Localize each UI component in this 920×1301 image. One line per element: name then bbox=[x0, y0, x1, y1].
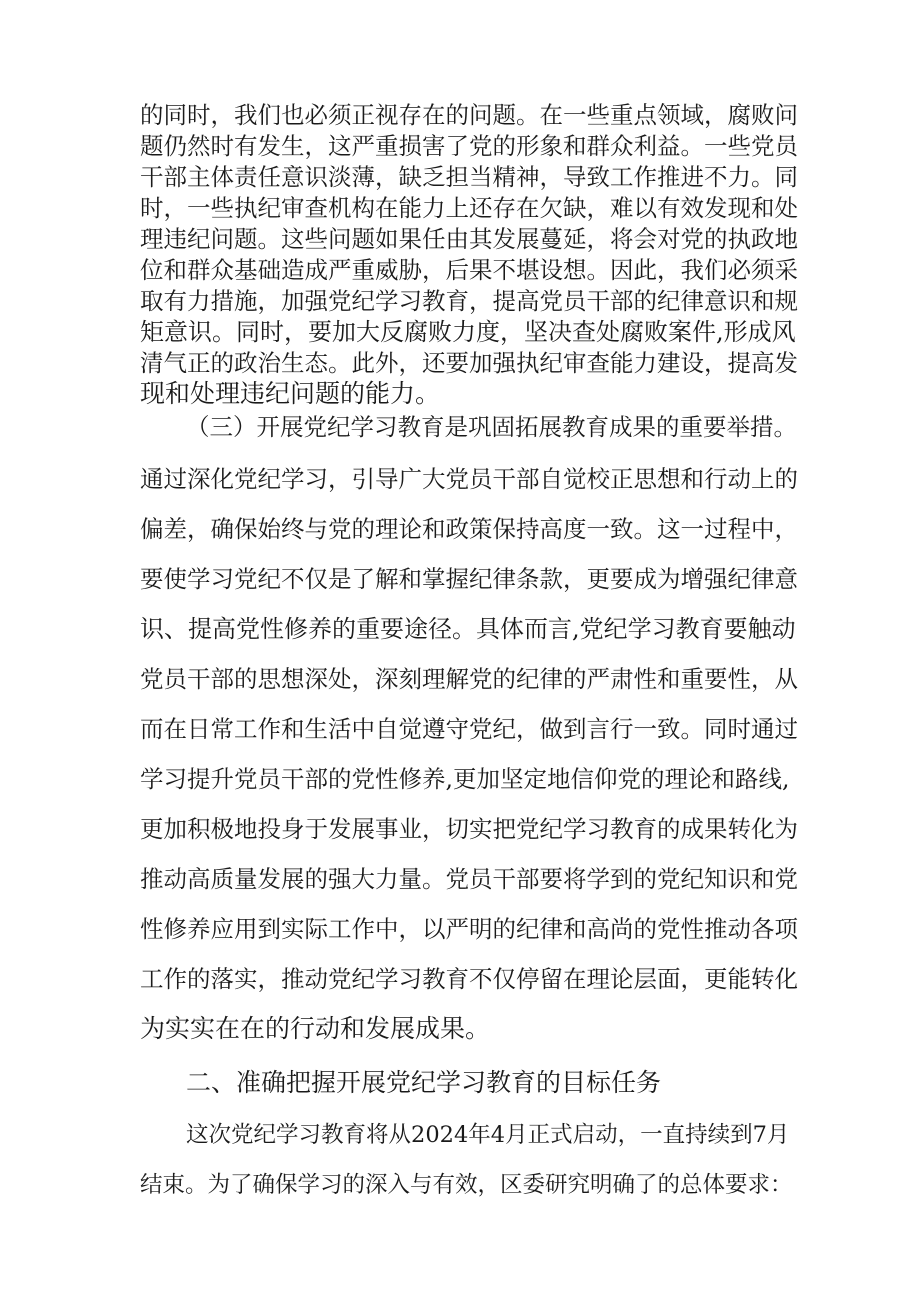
text-line: 党员干部的思想深处，深刻理解党的纪律的严肃性和重要性，从 bbox=[140, 665, 798, 693]
text-line: 位和群众基础造成严重威胁，后果不堪设想。因此，我们必须采 bbox=[140, 256, 798, 284]
text-line: 推动高质量发展的强大力量。党员干部要将学到的党纪知识和党 bbox=[140, 865, 798, 893]
text-line: 这次党纪学习教育将从2024年4月正式启动，一直持续到7月 bbox=[186, 1122, 790, 1148]
text-line: 学习提升党员干部的党性修养,更加坚定地信仰党的理论和路线, bbox=[140, 765, 790, 793]
text-line: 结束。为了确保学习的深入与有效，区委研究明确了的总体要求： bbox=[140, 1172, 793, 1198]
text-line: 题仍然时有发生，这严重损害了党的形象和群众利益。一些党员 bbox=[140, 132, 798, 160]
text-line: 工作的落实，推动党纪学习教育不仅停留在理论层面，更能转化 bbox=[140, 965, 798, 993]
text-line: 取有力措施，加强党纪学习教育，提高党员干部的纪律意识和规 bbox=[140, 287, 798, 315]
text-line: 而在日常工作和生活中自觉遵守党纪，做到言行一致。同时通过 bbox=[140, 715, 798, 743]
text-line: 干部主体责任意识淡薄，缺乏担当精神，导致工作推进不力。同 bbox=[140, 163, 798, 191]
text-line: 要使学习党纪不仅是了解和掌握纪律条款，更要成为增强纪律意 bbox=[140, 565, 798, 593]
text-line: 偏差，确保始终与党的理论和政策保持高度一致。这一过程中， bbox=[140, 515, 798, 543]
text-line: 为实实在在的行动和发展成果。 bbox=[140, 1014, 491, 1043]
text-line: 清气正的政治生态。此外，还要加强执纪审查能力建设，提高发 bbox=[140, 349, 798, 377]
text-line: 通过深化党纪学习，引导广大党员干部自觉校正思想和行动上的 bbox=[140, 465, 798, 493]
text-line: 现和处理违纪问题的能力。 bbox=[140, 379, 441, 408]
text-line: 识、提高党性修养的重要途径。具体而言,党纪学习教育要触动 bbox=[140, 615, 796, 643]
section-heading-3: （三）开展党纪学习教育是巩固拓展教育成果的重要举措。 bbox=[186, 413, 797, 441]
text-line: 理违纪问题。这些问题如果任由其发展蔓延，将会对党的执政地 bbox=[140, 225, 798, 253]
section-heading-2: 二、准确把握开展党纪学习教育的目标任务 bbox=[186, 1068, 662, 1097]
text-line: 时，一些执纪审查机构在能力上还存在欠缺，难以有效发现和处 bbox=[140, 194, 798, 222]
text-line: 的同时，我们也必须正视存在的问题。在一些重点领域，腐败问 bbox=[140, 101, 798, 129]
text-line: 更加积极地投身于发展事业，切实把党纪学习教育的成果转化为 bbox=[140, 815, 798, 843]
text-line: 矩意识。同时，要加大反腐败力度，坚决查处腐败案件,形成风 bbox=[140, 318, 796, 346]
text-line: 性修养应用到实际工作中，以严明的纪律和高尚的党性推动各项 bbox=[140, 915, 798, 943]
